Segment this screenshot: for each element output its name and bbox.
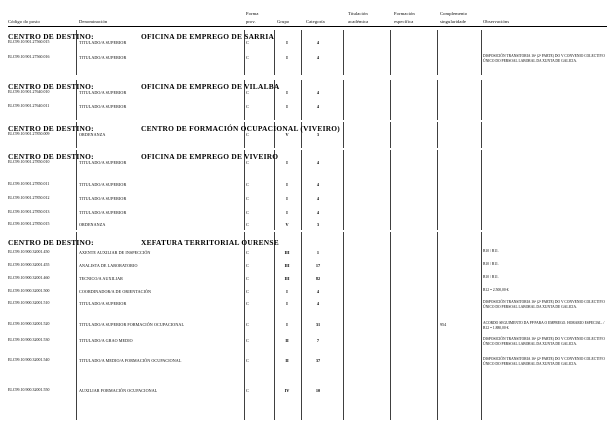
column-header-categoria: Categoría xyxy=(306,19,325,24)
cell-grupo: I xyxy=(286,196,288,201)
cell-codigo: ELC99.10.901.27560.016 xyxy=(8,55,50,59)
cell-codigo: ELC99.10.901.27640.010 xyxy=(8,90,50,94)
cell-codigo: ELC99.10.901.27640.011 xyxy=(8,104,50,108)
cell-denominacion: ORDENANZA xyxy=(79,132,106,137)
cell-denominacion: TITULADO/A SUPERIOR xyxy=(79,55,127,60)
cell-categoria: 1 xyxy=(316,250,320,255)
cell-forma-prov: C xyxy=(246,338,249,343)
cell-codigo: ELC99.10.900.32001.520 xyxy=(8,322,50,326)
cell-grupo: I xyxy=(286,90,288,95)
cell-denominacion: TITULADO/A SUPERIOR xyxy=(79,160,127,165)
column-rule xyxy=(343,232,344,420)
cell-codigo: ELC99.10.900.32001.460 xyxy=(8,276,50,280)
cell-observacions: B12 = 2.500,00 €. xyxy=(483,288,510,292)
column-header-titulacion-1: Titulación xyxy=(348,11,368,16)
cell-grupo: I xyxy=(286,210,288,215)
section-header-name: OFICINA DE EMPREGO DE VIVEIRO xyxy=(141,152,279,161)
column-header-forma-prov-1: Forma xyxy=(246,11,259,16)
cell-forma-prov: C xyxy=(246,222,249,227)
cell-categoria: 4 xyxy=(316,55,320,60)
section-header-name: OFICINA DE EMPREGO DE VILALBA xyxy=(141,82,280,91)
column-header-complemento-2: singularidade xyxy=(440,19,467,24)
column-header-forma-prov-2: prov. xyxy=(246,19,256,24)
cell-forma-prov: C xyxy=(246,182,249,187)
cell-codigo: ELC99.10.900.32001.500 xyxy=(8,289,50,293)
cell-observacions: DISPOSICIÓN TRANSITORIA 16ª (2ª PARTE) DO V CONVENIO COLECTIVO ÚNICO DO PERSOAL LABORAL DA XUNTA DE GALICIA. xyxy=(483,300,605,310)
cell-grupo: I xyxy=(286,322,288,327)
cell-categoria: 4 xyxy=(316,301,320,306)
cell-codigo: ELC99.10.900.32001.540 xyxy=(8,358,50,362)
cell-grupo: III xyxy=(284,276,290,281)
cell-categoria: 4 xyxy=(316,289,320,294)
section-header-name: CENTRO DE FORMACIÓN OCUPACIONAL (VIVEIRO) xyxy=(141,124,340,133)
cell-categoria: 17 xyxy=(315,263,321,268)
column-header-grupo: Grupo xyxy=(277,19,290,24)
cell-categoria: 4 xyxy=(316,196,320,201)
cell-categoria: 82 xyxy=(315,276,321,281)
cell-forma-prov: C xyxy=(246,40,249,45)
cell-codigo: ELC99.10.901.27850.011 xyxy=(8,182,50,186)
cell-observacions: B10 / B11. xyxy=(483,249,499,253)
cell-forma-prov: C xyxy=(246,132,249,137)
cell-codigo: ELC99.10.901.27850.010 xyxy=(8,160,50,164)
section-header-label: CENTRO DE DESTINO: xyxy=(8,238,94,247)
cell-grupo: I xyxy=(286,301,288,306)
cell-observacions: DISPOSICIÓN TRANSITORIA 16ª (2ª PARTE) DO V CONVENIO COLECTIVO ÚNICO DO PERSOAL LABORAL DA XUNTA DE GALICIA. xyxy=(483,54,605,64)
cell-forma-prov: C xyxy=(246,104,249,109)
column-header-denominacion: Denominación xyxy=(79,19,108,24)
cell-grupo: I xyxy=(286,182,288,187)
column-header-codigo: Código do posto xyxy=(8,19,40,24)
cell-grupo: I xyxy=(286,289,288,294)
cell-denominacion: TITULADO/A SUPERIOR xyxy=(79,40,127,45)
header-underline xyxy=(8,26,607,27)
cell-categoria: 3 xyxy=(316,222,320,227)
column-header-observacions: Observacións xyxy=(483,19,510,24)
cell-denominacion: ORDENANZA xyxy=(79,222,106,227)
cell-grupo: V xyxy=(285,132,289,137)
cell-denominacion: TITULADO/A SUPERIOR xyxy=(79,182,127,187)
cell-codigo: ELC99.10.901.27560.015 xyxy=(8,40,50,44)
cell-forma-prov: C xyxy=(246,90,249,95)
cell-denominacion: TITULADO/A SUPERIOR xyxy=(79,104,127,109)
cell-grupo: II xyxy=(285,358,289,363)
section-header-label: CENTRO DE DESTINO: xyxy=(8,32,94,41)
cell-categoria: 4 xyxy=(316,40,320,45)
cell-forma-prov: C xyxy=(246,388,249,393)
section-header-label: CENTRO DE DESTINO: xyxy=(8,82,94,91)
cell-codigo: ELC99.10.901.27850.015 xyxy=(8,222,50,226)
section-header-name: OFICINA DE EMPREGO DE SARRIA xyxy=(141,32,275,41)
cell-categoria: 10 xyxy=(315,388,321,393)
section-header xyxy=(8,238,608,249)
cell-denominacion: ANALISTA DE LABORATORIO xyxy=(79,263,138,268)
cell-forma-prov: C xyxy=(246,263,249,268)
cell-forma-prov: C xyxy=(246,276,249,281)
cell-codigo: ELC99.10.900.32001.510 xyxy=(8,301,50,305)
cell-codigo: ELC99.10.901.27850.013 xyxy=(8,210,50,214)
cell-codigo: ELC99.10.900.32001.530 xyxy=(8,338,50,342)
cell-codigo: ELC99.10.900.32001.455 xyxy=(8,263,50,267)
column-header-complemento-1: Complemento xyxy=(440,11,468,16)
cell-denominacion: TITULADO/A SUPERIOR xyxy=(79,196,127,201)
column-rule xyxy=(390,232,391,420)
cell-denominacion: TITULADO/A SUPERIOR xyxy=(79,210,127,215)
cell-complemento: 954 xyxy=(440,322,447,327)
section-header-label: CENTRO DE DESTINO: xyxy=(8,152,94,161)
cell-forma-prov: C xyxy=(246,289,249,294)
cell-observacions: DISPOSICIÓN TRANSITORIA 16ª (2ª PARTE) DO V CONVENIO COLECTIVO ÚNICO DO PERSOAL LABORAL DA XUNTA DE GALICIA. xyxy=(483,337,605,347)
column-rule xyxy=(437,232,438,420)
cell-denominacion: COORDINADOR/A DE ORIENTACIÓN xyxy=(79,289,152,294)
cell-categoria: 37 xyxy=(315,358,321,363)
column-rule xyxy=(274,232,275,420)
column-header-formacion-2: específica xyxy=(394,19,414,24)
cell-grupo: II xyxy=(285,338,289,343)
cell-observacions: B10 / B11. xyxy=(483,262,499,266)
column-header-titulacion-2: académica xyxy=(348,19,369,24)
cell-grupo: IV xyxy=(284,388,290,393)
column-rule xyxy=(244,232,245,420)
cell-forma-prov: C xyxy=(246,358,249,363)
cell-categoria: 4 xyxy=(316,210,320,215)
cell-denominacion: TITULADO/A SUPERIOR xyxy=(79,90,127,95)
cell-denominacion: TITULADO/A SUPERIOR FORMACIÓN OCUPACIONAL xyxy=(79,322,185,327)
section-header-label: CENTRO DE DESTINO: xyxy=(8,124,94,133)
column-rule xyxy=(301,232,302,420)
cell-denominacion: TITULADO/A GRAO MEDIO xyxy=(79,338,133,343)
cell-denominacion: AUXILIAR FORMACIÓN OCUPACIONAL xyxy=(79,388,158,393)
cell-observacions: DISPOSICIÓN TRANSITORIA 16ª (2ª PARTE) DO V CONVENIO COLECTIVO ÚNICO DO PERSOAL LABORAL DA XUNTA DE GALICIA. xyxy=(483,357,605,367)
cell-categoria: 4 xyxy=(316,90,320,95)
cell-grupo: I xyxy=(286,104,288,109)
cell-forma-prov: C xyxy=(246,160,249,165)
cell-categoria: 4 xyxy=(316,182,320,187)
cell-categoria: 4 xyxy=(316,104,320,109)
cell-grupo: V xyxy=(285,222,289,227)
cell-forma-prov: C xyxy=(246,322,249,327)
column-header-formacion-1: Formación xyxy=(394,11,415,16)
cell-grupo: I xyxy=(286,55,288,60)
cell-grupo: I xyxy=(286,40,288,45)
cell-denominacion: TECNICO/A AUXILIAR xyxy=(79,276,123,281)
cell-forma-prov: C xyxy=(246,196,249,201)
cell-denominacion: TITULADO/A MEDIO/A FORMACIÓN OCUPACIONAL xyxy=(79,358,182,363)
cell-categoria: 7 xyxy=(316,338,320,343)
column-rule xyxy=(76,232,77,420)
cell-grupo: III xyxy=(284,250,290,255)
section-header-name: XEFATURA TERRITORIAL OURENSE xyxy=(141,238,279,247)
cell-categoria: 3 xyxy=(316,132,320,137)
cell-categoria: 31 xyxy=(315,322,321,327)
cell-codigo: ELC99.10.901.27850.009 xyxy=(8,132,50,136)
column-rule xyxy=(481,232,482,420)
cell-observacions: B10 / B11. xyxy=(483,275,499,279)
cell-denominacion: TITULADO/A SUPERIOR xyxy=(79,301,127,306)
cell-codigo: ELC99.10.901.27850.012 xyxy=(8,196,50,200)
cell-categoria: 4 xyxy=(316,160,320,165)
cell-codigo: ELC99.10.900.32001.450 xyxy=(8,250,50,254)
cell-forma-prov: C xyxy=(246,250,249,255)
cell-denominacion: AXENTE AUXILIAR DE INSPECCIÓN xyxy=(79,250,151,255)
cell-codigo: ELC99.10.900.32001.550 xyxy=(8,388,50,392)
cell-forma-prov: C xyxy=(246,301,249,306)
cell-observacions: ACORDO SEGUIMENTO DA PP PARA O EMPREGO. HORARIO ESPECIAL. / B12 = 1.880,00 €. xyxy=(483,321,605,331)
cell-grupo: III xyxy=(284,263,290,268)
cell-forma-prov: C xyxy=(246,55,249,60)
cell-grupo: I xyxy=(286,160,288,165)
cell-forma-prov: C xyxy=(246,210,249,215)
